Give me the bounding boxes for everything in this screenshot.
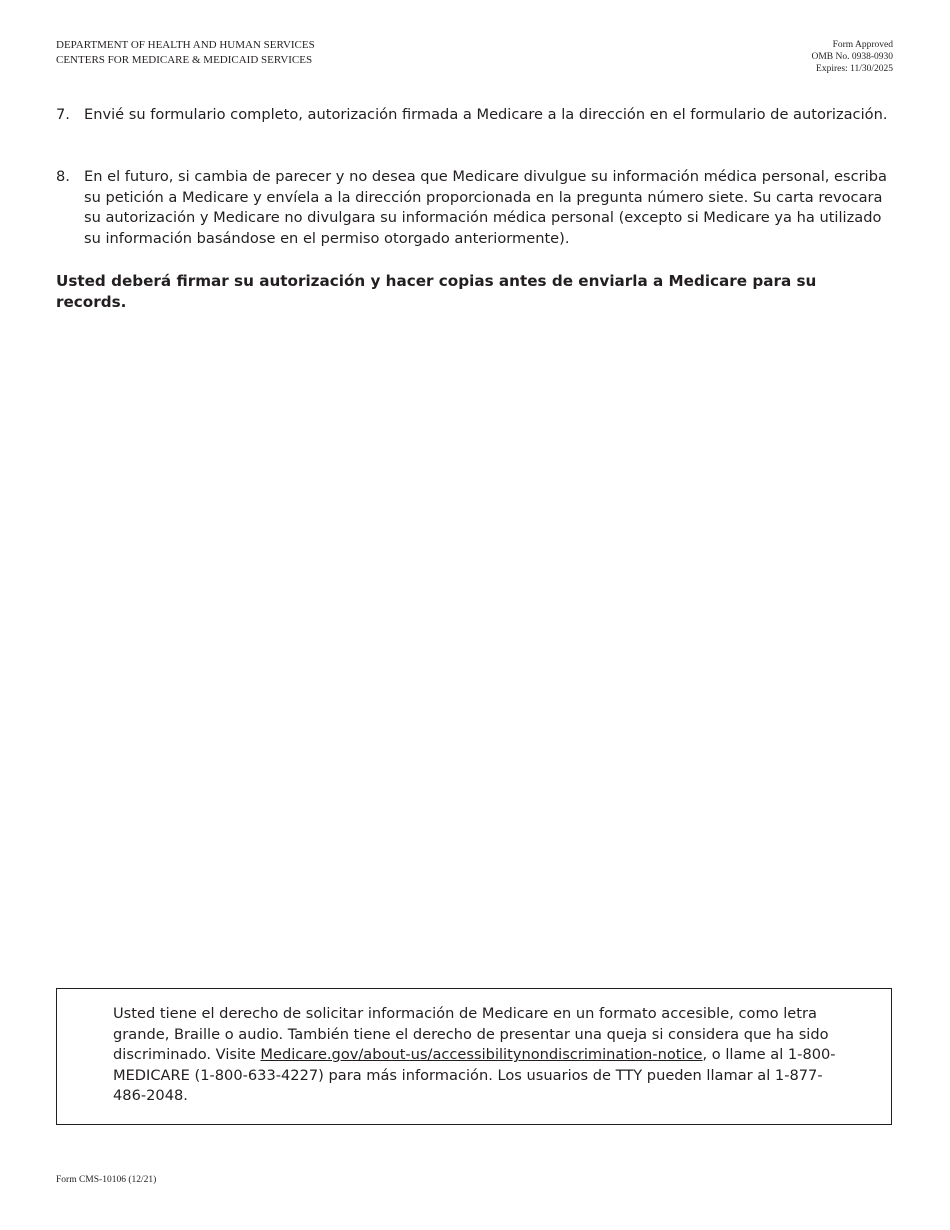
center-name: CENTERS FOR MEDICARE & MEDICAID SERVICES xyxy=(56,54,313,66)
omb-number: OMB No. 0938-0930 xyxy=(811,52,893,62)
item-text: Envié su formulario completo, autorización firmada a Medicare a la dirección en el formulario de autorización. xyxy=(84,106,888,123)
department-name: DEPARTMENT OF HEALTH AND HUMAN SERVICES xyxy=(56,39,315,51)
signature-instruction: Usted deberá firmar su autorización y hacer copias antes de enviarla a Medicare para su records. xyxy=(56,272,817,311)
approval-block xyxy=(811,39,893,75)
instruction-item-8 xyxy=(56,167,896,249)
item-number: 8. xyxy=(56,168,70,185)
form-id-footer: Form CMS-10106 (12/21) xyxy=(56,1175,157,1185)
instruction-item-7 xyxy=(56,105,896,126)
accessibility-notice-box xyxy=(56,988,892,1125)
expiration-date: Expires: 11/30/2025 xyxy=(816,64,893,74)
accessibility-notice-text xyxy=(113,1004,853,1107)
form-approved-label: Form Approved xyxy=(832,40,893,50)
item-number: 7. xyxy=(56,106,70,123)
notice-text-start: Usted tiene el derecho de solicitar información de Medicare en un formato accesible, como letra grande, Braille o audio. También tiene el derecho de presentar una queja si considera que ha sido discriminado. Visite xyxy=(113,1005,829,1063)
item-text: En el futuro, si cambia de parecer y no desea que Medicare divulgue su información médica personal, escriba su petición a Medicare y envíela a la dirección proporcionada en la pregunta número siete. Su carta revocara su autorización y Medicare no divulgara su información médica personal (excepto si Medicare ya ha utilizado su información basándose en el permiso otorgado anteriormente). xyxy=(84,168,887,247)
accessibility-notice-link[interactable]: Medicare.gov/about-us/accessibilitynondiscrimination-notice xyxy=(260,1046,703,1063)
notice-text-end: , o llame al 1-800-MEDICARE (1-800-633-4227) para más información. Los usuarios de TTY pueden llamar al 1-877-486-2048. xyxy=(113,1046,836,1104)
agency-header xyxy=(56,38,315,68)
